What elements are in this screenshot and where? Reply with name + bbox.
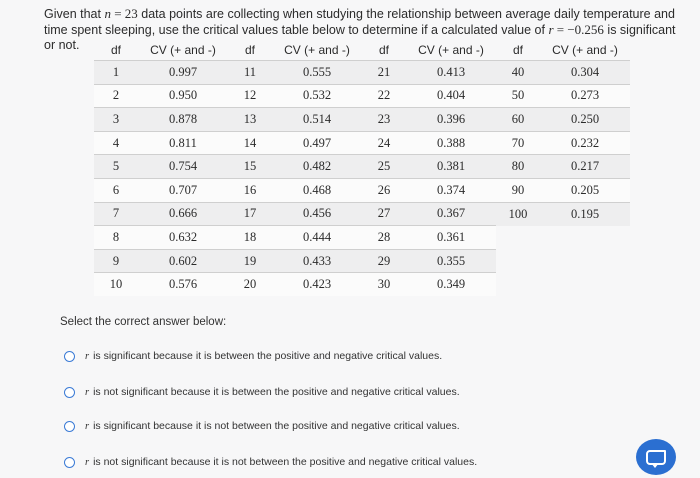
- column-header: df: [378, 43, 389, 57]
- df-cell: 13: [228, 108, 272, 132]
- answer-option-2[interactable]: [64, 386, 460, 398]
- answer-option-4[interactable]: [64, 456, 477, 468]
- column-header: CV (+ and -): [418, 43, 484, 57]
- cv-cell: 0.404: [406, 84, 496, 108]
- cv-cell: 0.195: [540, 202, 630, 226]
- column-header: df: [512, 43, 523, 57]
- table-row: [94, 226, 630, 250]
- cv-cell: 0.349: [406, 273, 496, 296]
- table-row: [94, 249, 630, 273]
- cv-cell: 0.423: [272, 273, 362, 296]
- cv-cell: 0.497: [272, 131, 362, 155]
- df-cell: 50: [496, 84, 540, 108]
- df-cell: 6: [94, 178, 138, 202]
- option-label: [85, 456, 477, 468]
- cv-cell: 0.388: [406, 131, 496, 155]
- radio-button[interactable]: [64, 387, 75, 398]
- cv-cell: 0.355: [406, 249, 496, 273]
- cv-cell: 0.950: [138, 84, 228, 108]
- n-value: = 23: [110, 6, 138, 21]
- cv-cell: 0.413: [406, 61, 496, 85]
- column-header: df: [244, 43, 255, 57]
- answer-prompt: Select the correct answer below:: [60, 316, 227, 328]
- r-variable: r: [85, 421, 90, 432]
- answer-option-1[interactable]: [64, 350, 442, 362]
- df-cell: 9: [94, 249, 138, 273]
- option-text: is not significant because it is not between the positive and negative critical values.: [93, 456, 478, 468]
- cv-cell: 0.374: [406, 178, 496, 202]
- df-cell: 24: [362, 131, 406, 155]
- cv-cell: 0.381: [406, 155, 496, 179]
- table-row: [94, 178, 630, 202]
- critical-values-table: [94, 40, 630, 296]
- help-chat-button[interactable]: [636, 439, 676, 475]
- cv-cell: 0.273: [540, 84, 630, 108]
- df-cell: 11: [228, 61, 272, 85]
- cv-cell: 0.532: [272, 84, 362, 108]
- cv-cell: 0.811: [138, 131, 228, 155]
- df-cell: 20: [228, 273, 272, 296]
- df-cell: 26: [362, 178, 406, 202]
- cv-cell: 0.304: [540, 61, 630, 85]
- df-cell: 27: [362, 202, 406, 226]
- df-cell: 23: [362, 108, 406, 132]
- cv-cell: 0.433: [272, 249, 362, 273]
- radio-button[interactable]: [64, 351, 75, 362]
- cv-cell: 0.456: [272, 202, 362, 226]
- n-variable: n: [104, 6, 111, 21]
- question-part: data points are collecting when studying the relationship between average daily temperature and time spent sleeping, use the critical values table below to determine if a calculated value of: [44, 7, 675, 37]
- table-row: [94, 131, 630, 155]
- df-cell: [496, 226, 540, 250]
- question-part: is significant or not.: [44, 23, 676, 52]
- table-row: [94, 273, 630, 296]
- option-label: [85, 350, 442, 362]
- radio-button[interactable]: [64, 421, 75, 432]
- cv-cell: 0.555: [272, 61, 362, 85]
- option-label: [85, 386, 460, 398]
- option-text: is significant because it is between the positive and negative critical values.: [93, 350, 443, 362]
- df-cell: 28: [362, 226, 406, 250]
- df-cell: 19: [228, 249, 272, 273]
- df-cell: 16: [228, 178, 272, 202]
- r-value: = −0.256: [553, 22, 604, 37]
- r-variable: r: [548, 22, 554, 37]
- df-cell: 10: [94, 273, 138, 296]
- option-text: is not significant because it is between the positive and negative critical values.: [93, 386, 460, 398]
- df-cell: 7: [94, 202, 138, 226]
- column-header: CV (+ and -): [150, 43, 216, 57]
- r-variable: r: [85, 457, 90, 468]
- df-cell: 18: [228, 226, 272, 250]
- radio-button[interactable]: [64, 457, 75, 468]
- cv-cell: [540, 273, 630, 296]
- cv-cell: 0.217: [540, 155, 630, 179]
- df-cell: 4: [94, 131, 138, 155]
- df-cell: 100: [496, 202, 540, 226]
- cv-cell: 0.632: [138, 226, 228, 250]
- r-variable: r: [85, 387, 90, 398]
- df-cell: 14: [228, 131, 272, 155]
- cv-cell: 0.482: [272, 155, 362, 179]
- table-row: [94, 84, 630, 108]
- df-cell: 90: [496, 178, 540, 202]
- cv-cell: 0.468: [272, 178, 362, 202]
- table-body: [94, 61, 630, 296]
- column-header: CV (+ and -): [552, 43, 618, 57]
- cv-cell: 0.396: [406, 108, 496, 132]
- cv-cell: 0.707: [138, 178, 228, 202]
- df-cell: 70: [496, 131, 540, 155]
- table-row: [94, 61, 630, 85]
- cv-cell: 0.367: [406, 202, 496, 226]
- df-cell: 5: [94, 155, 138, 179]
- cv-cell: 0.361: [406, 226, 496, 250]
- df-cell: 30: [362, 273, 406, 296]
- df-cell: 29: [362, 249, 406, 273]
- r-variable: r: [85, 351, 90, 362]
- df-cell: 1: [94, 61, 138, 85]
- table-row: [94, 155, 630, 179]
- option-text: is significant because it is not between the positive and negative critical values.: [93, 420, 460, 432]
- df-cell: 3: [94, 108, 138, 132]
- cv-cell: 0.444: [272, 226, 362, 250]
- df-cell: 21: [362, 61, 406, 85]
- df-cell: 12: [228, 84, 272, 108]
- df-cell: 25: [362, 155, 406, 179]
- cv-cell: 0.232: [540, 131, 630, 155]
- answer-option-3[interactable]: [64, 420, 460, 432]
- cv-cell: 0.205: [540, 178, 630, 202]
- cv-cell: [540, 249, 630, 273]
- df-cell: 80: [496, 155, 540, 179]
- df-cell: 17: [228, 202, 272, 226]
- df-cell: [496, 273, 540, 296]
- cv-cell: 0.878: [138, 108, 228, 132]
- df-cell: 60: [496, 108, 540, 132]
- table-header-row: [94, 40, 630, 61]
- cv-cell: 0.997: [138, 61, 228, 85]
- cv-cell: 0.666: [138, 202, 228, 226]
- column-header: df: [110, 43, 121, 57]
- cv-cell: 0.576: [138, 273, 228, 296]
- chat-icon: [646, 450, 666, 465]
- df-cell: 22: [362, 84, 406, 108]
- table-row: [94, 108, 630, 132]
- table-row: [94, 202, 630, 226]
- df-cell: [496, 249, 540, 273]
- cv-cell: 0.754: [138, 155, 228, 179]
- question-part: Given that: [44, 7, 105, 21]
- df-cell: 40: [496, 61, 540, 85]
- cv-cell: 0.514: [272, 108, 362, 132]
- option-label: [85, 420, 460, 432]
- cv-cell: 0.250: [540, 108, 630, 132]
- column-header: CV (+ and -): [284, 43, 350, 57]
- df-cell: 8: [94, 226, 138, 250]
- df-cell: 15: [228, 155, 272, 179]
- cv-cell: 0.602: [138, 249, 228, 273]
- df-cell: 2: [94, 84, 138, 108]
- cv-cell: [540, 226, 630, 250]
